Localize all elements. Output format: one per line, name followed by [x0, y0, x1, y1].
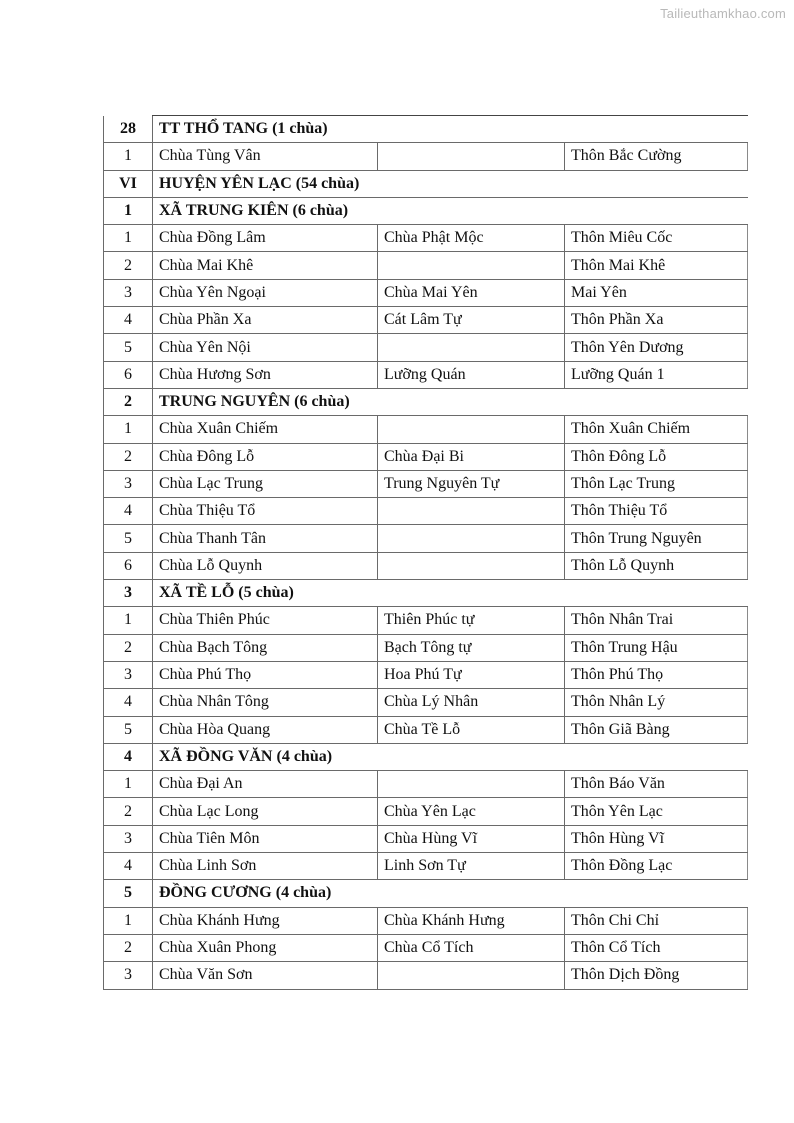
alternate-name-cell — [378, 525, 565, 552]
group-header-row — [104, 170, 748, 197]
alternate-name-cell — [378, 143, 565, 170]
table-row — [104, 716, 748, 743]
alternate-name-cell — [378, 416, 565, 443]
pagoda-name-cell: Chùa Thiệu Tổ — [153, 498, 378, 525]
location-cell: Thôn Miêu Cốc — [565, 225, 748, 252]
group-title: TRUNG NGUYÊN (6 chùa) — [153, 388, 748, 415]
pagoda-name-cell: Chùa Hòa Quang — [153, 716, 378, 743]
alternate-name-cell — [378, 552, 565, 579]
table-row — [104, 498, 748, 525]
alternate-name-cell — [378, 962, 565, 989]
group-title: HUYỆN YÊN LẠC (54 chùa) — [153, 170, 748, 197]
pagoda-name-cell: Chùa Tiên Môn — [153, 825, 378, 852]
pagoda-name-cell: Chùa Bạch Tông — [153, 634, 378, 661]
row-number: 28 — [104, 116, 153, 143]
location-cell: Thôn Dịch Đồng — [565, 962, 748, 989]
group-header-row — [104, 116, 748, 143]
alternate-name-cell: Lưỡng Quán — [378, 361, 565, 388]
pagoda-table — [103, 115, 748, 990]
pagoda-name-cell: Chùa Linh Sơn — [153, 853, 378, 880]
location-cell: Lưỡng Quán 1 — [565, 361, 748, 388]
pagoda-name-cell: Chùa Phần Xa — [153, 307, 378, 334]
location-cell: Thôn Phần Xa — [565, 307, 748, 334]
location-cell: Thôn Lạc Trung — [565, 470, 748, 497]
row-number: 1 — [104, 225, 153, 252]
row-number: 2 — [104, 443, 153, 470]
location-cell: Thôn Hùng Vĩ — [565, 825, 748, 852]
location-cell: Mai Yên — [565, 279, 748, 306]
row-number: 2 — [104, 934, 153, 961]
group-header-row — [104, 580, 748, 607]
location-cell: Thôn Thiệu Tổ — [565, 498, 748, 525]
table-row — [104, 934, 748, 961]
table-row — [104, 962, 748, 989]
alternate-name-cell — [378, 252, 565, 279]
table-row — [104, 661, 748, 688]
alternate-name-cell: Chùa Yên Lạc — [378, 798, 565, 825]
row-number: 3 — [104, 825, 153, 852]
pagoda-name-cell: Chùa Xuân Chiếm — [153, 416, 378, 443]
group-header-row — [104, 743, 748, 770]
pagoda-name-cell: Chùa Thiên Phúc — [153, 607, 378, 634]
table-row — [104, 607, 748, 634]
alternate-name-cell: Chùa Cổ Tích — [378, 934, 565, 961]
table-row — [104, 361, 748, 388]
table-row — [104, 470, 748, 497]
row-number: 2 — [104, 634, 153, 661]
table-row — [104, 279, 748, 306]
location-cell: Thôn Nhân Lý — [565, 689, 748, 716]
location-cell: Thôn Mai Khê — [565, 252, 748, 279]
group-title: TT THỔ TANG (1 chùa) — [153, 116, 748, 143]
location-cell: Thôn Lỗ Quynh — [565, 552, 748, 579]
alternate-name-cell — [378, 498, 565, 525]
alternate-name-cell — [378, 771, 565, 798]
row-number: 5 — [104, 880, 153, 907]
table-row — [104, 334, 748, 361]
pagoda-name-cell: Chùa Nhân Tông — [153, 689, 378, 716]
alternate-name-cell: Bạch Tông tự — [378, 634, 565, 661]
pagoda-name-cell: Chùa Lạc Trung — [153, 470, 378, 497]
row-number: 4 — [104, 743, 153, 770]
pagoda-name-cell: Chùa Lạc Long — [153, 798, 378, 825]
row-number: 1 — [104, 607, 153, 634]
alternate-name-cell: Trung Nguyên Tự — [378, 470, 565, 497]
alternate-name-cell: Hoa Phú Tự — [378, 661, 565, 688]
location-cell: Thôn Xuân Chiếm — [565, 416, 748, 443]
location-cell: Thôn Báo Văn — [565, 771, 748, 798]
pagoda-name-cell: Chùa Mai Khê — [153, 252, 378, 279]
group-title: XÃ TRUNG KIÊN (6 chùa) — [153, 197, 748, 224]
table-row — [104, 634, 748, 661]
table-row — [104, 825, 748, 852]
table-row — [104, 798, 748, 825]
row-number: 4 — [104, 307, 153, 334]
alternate-name-cell: Linh Sơn Tự — [378, 853, 565, 880]
table-row — [104, 252, 748, 279]
group-header-row — [104, 197, 748, 224]
row-number: VI — [104, 170, 153, 197]
pagoda-name-cell: Chùa Tùng Vân — [153, 143, 378, 170]
alternate-name-cell: Chùa Lý Nhân — [378, 689, 565, 716]
table-body — [104, 116, 748, 990]
table-row — [104, 416, 748, 443]
location-cell: Thôn Đồng Lạc — [565, 853, 748, 880]
alternate-name-cell: Chùa Phật Mộc — [378, 225, 565, 252]
row-number: 4 — [104, 498, 153, 525]
row-number: 6 — [104, 361, 153, 388]
row-number: 2 — [104, 252, 153, 279]
group-header-row — [104, 880, 748, 907]
group-title: XÃ TỀ LỖ (5 chùa) — [153, 580, 748, 607]
pagoda-name-cell: Chùa Yên Nội — [153, 334, 378, 361]
table-row — [104, 225, 748, 252]
location-cell: Thôn Cổ Tích — [565, 934, 748, 961]
group-header-row — [104, 388, 748, 415]
location-cell: Thôn Chi Chỉ — [565, 907, 748, 934]
pagoda-name-cell: Chùa Văn Sơn — [153, 962, 378, 989]
row-number: 5 — [104, 716, 153, 743]
alternate-name-cell: Chùa Khánh Hưng — [378, 907, 565, 934]
row-number: 3 — [104, 962, 153, 989]
table-row — [104, 689, 748, 716]
row-number: 1 — [104, 416, 153, 443]
pagoda-name-cell: Chùa Đại An — [153, 771, 378, 798]
location-cell: Thôn Yên Dương — [565, 334, 748, 361]
alternate-name-cell: Thiên Phúc tự — [378, 607, 565, 634]
pagoda-name-cell: Chùa Xuân Phong — [153, 934, 378, 961]
table-row — [104, 443, 748, 470]
row-number: 3 — [104, 661, 153, 688]
row-number: 2 — [104, 388, 153, 415]
location-cell: Thôn Nhân Trai — [565, 607, 748, 634]
row-number: 3 — [104, 279, 153, 306]
row-number: 4 — [104, 689, 153, 716]
table-row — [104, 771, 748, 798]
row-number: 3 — [104, 580, 153, 607]
pagoda-name-cell: Chùa Đông Lỗ — [153, 443, 378, 470]
watermark: Tailieuthamkhao.com — [660, 6, 786, 21]
alternate-name-cell — [378, 334, 565, 361]
table-row — [104, 525, 748, 552]
pagoda-name-cell: Chùa Hương Sơn — [153, 361, 378, 388]
row-number: 1 — [104, 771, 153, 798]
row-number: 4 — [104, 853, 153, 880]
alternate-name-cell: Chùa Đại Bi — [378, 443, 565, 470]
group-title: XÃ ĐỒNG VĂN (4 chùa) — [153, 743, 748, 770]
alternate-name-cell: Chùa Hùng Vĩ — [378, 825, 565, 852]
location-cell: Thôn Yên Lạc — [565, 798, 748, 825]
row-number: 1 — [104, 197, 153, 224]
pagoda-name-cell: Chùa Yên Ngoại — [153, 279, 378, 306]
table-row — [104, 143, 748, 170]
location-cell: Thôn Giã Bàng — [565, 716, 748, 743]
row-number: 3 — [104, 470, 153, 497]
row-number: 1 — [104, 143, 153, 170]
location-cell: Thôn Đông Lỗ — [565, 443, 748, 470]
alternate-name-cell: Chùa Mai Yên — [378, 279, 565, 306]
pagoda-name-cell: Chùa Thanh Tân — [153, 525, 378, 552]
location-cell: Thôn Bắc Cường — [565, 143, 748, 170]
location-cell: Thôn Trung Hậu — [565, 634, 748, 661]
table-row — [104, 907, 748, 934]
location-cell: Thôn Phú Thọ — [565, 661, 748, 688]
group-title: ĐỒNG CƯƠNG (4 chùa) — [153, 880, 748, 907]
pagoda-name-cell: Chùa Phú Thọ — [153, 661, 378, 688]
row-number: 6 — [104, 552, 153, 579]
pagoda-name-cell: Chùa Lỗ Quynh — [153, 552, 378, 579]
table-row — [104, 853, 748, 880]
row-number: 5 — [104, 334, 153, 361]
alternate-name-cell: Chùa Tề Lỗ — [378, 716, 565, 743]
pagoda-name-cell: Chùa Khánh Hưng — [153, 907, 378, 934]
alternate-name-cell: Cát Lâm Tự — [378, 307, 565, 334]
row-number: 5 — [104, 525, 153, 552]
location-cell: Thôn Trung Nguyên — [565, 525, 748, 552]
pagoda-name-cell: Chùa Đồng Lâm — [153, 225, 378, 252]
row-number: 2 — [104, 798, 153, 825]
table-row — [104, 307, 748, 334]
row-number: 1 — [104, 907, 153, 934]
table-row — [104, 552, 748, 579]
